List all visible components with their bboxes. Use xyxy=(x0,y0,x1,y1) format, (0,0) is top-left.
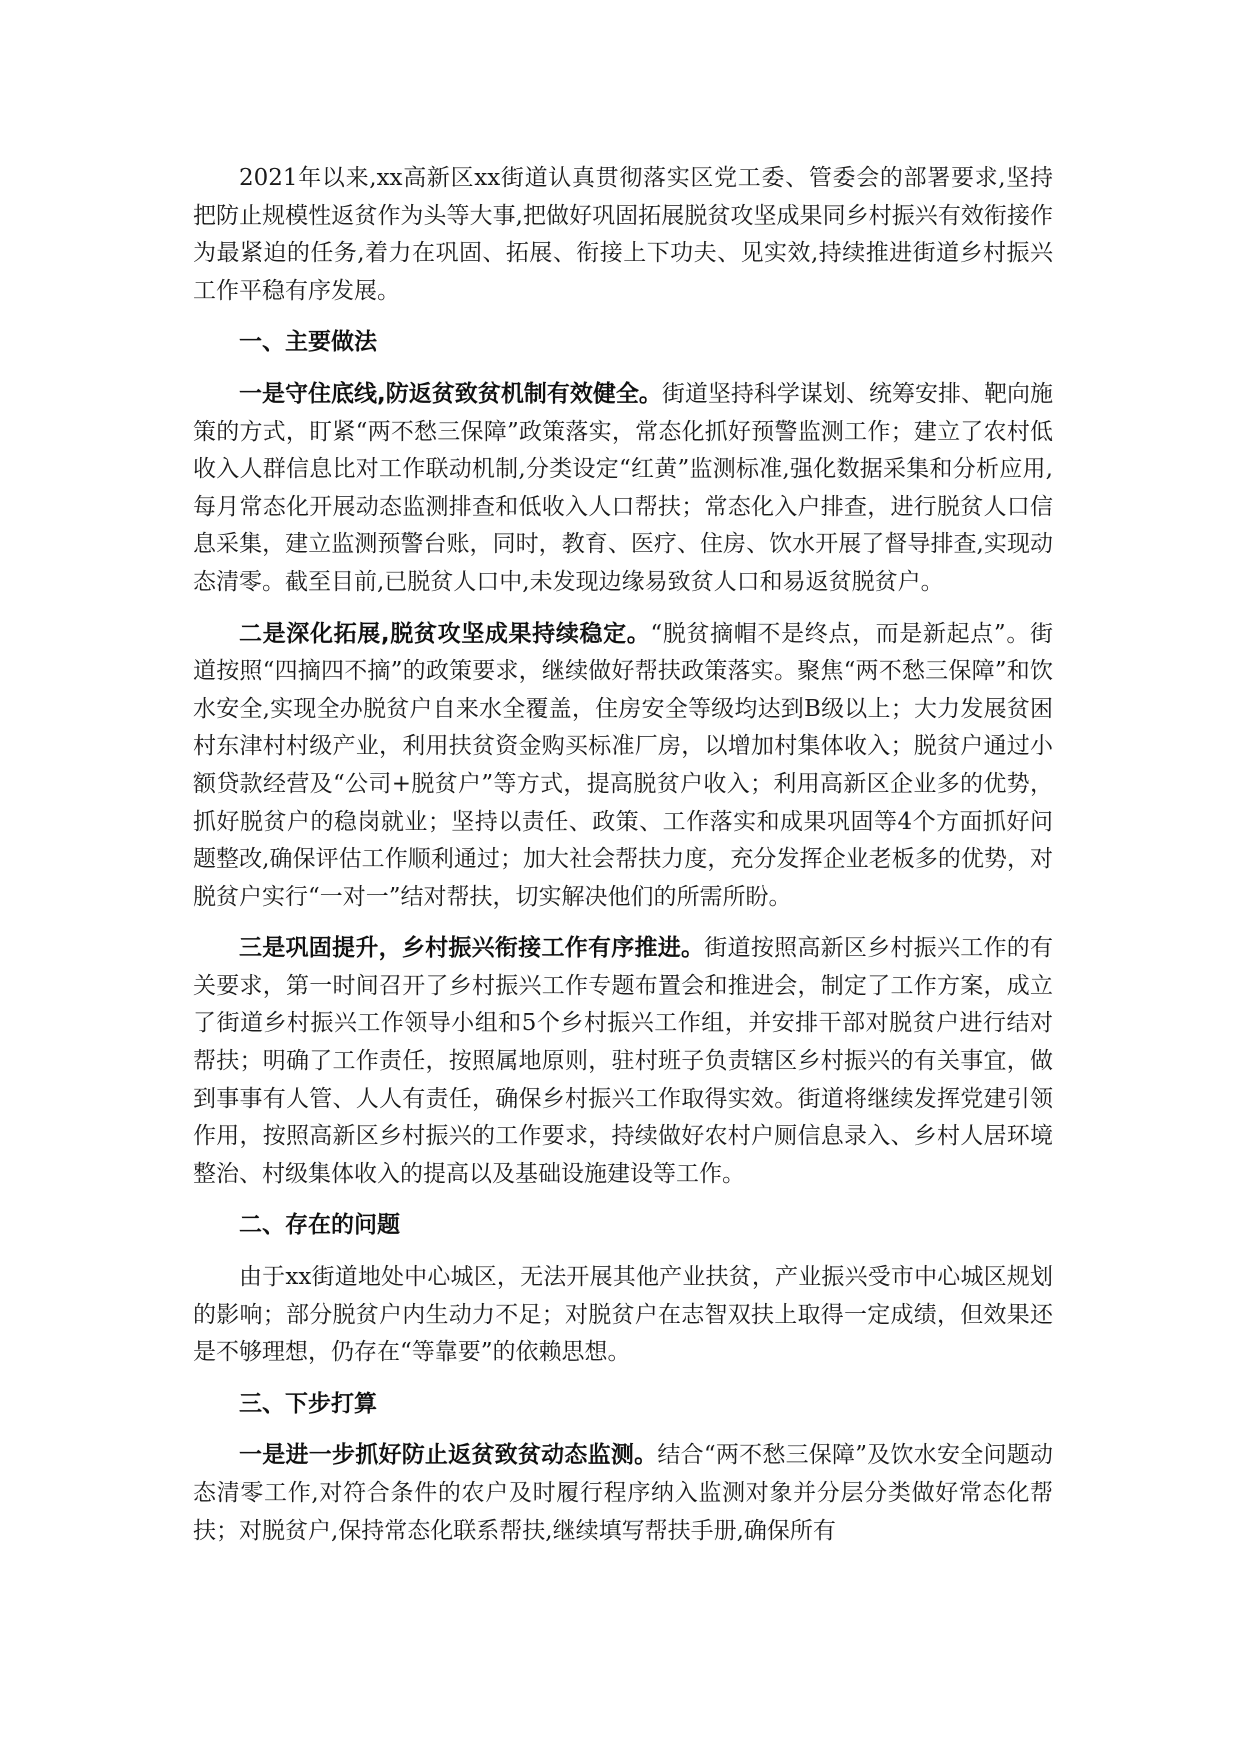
practice-1-lead: 一是守住底线,防返贫致贫机制有效健全。 xyxy=(239,380,662,407)
next-steps-paragraph-1 xyxy=(193,1437,1053,1550)
document-body xyxy=(193,160,1053,1564)
practice-3-text: 街道按照高新区乡村振兴工作的有关要求，第一时间召开了乡村振兴工作专题布置会和推进会，制定了工作方案，成立了街道乡村振兴工作领导小组和5个乡村振兴工作组，并安排干部对脱贫户进行结对帮扶；明确了工作责任，按照属地原则，驻村班子负责辖区乡村振兴的有关事宜，做到事事有人管、人人有责任，确保乡村振兴工作取得实效。街道将继续发挥党建引领作用，按照高新区乡村振兴的工作要求，持续做好农村户厕信息录入、乡村人居环境整治、村级集体收入的提高以及基础设施建设等工作。 xyxy=(193,935,1054,1187)
section-heading-problems: 二、存在的问题 xyxy=(239,1212,400,1239)
section-heading-next-steps: 三、下步打算 xyxy=(239,1390,377,1417)
practice-paragraph-2 xyxy=(193,616,1053,917)
practice-2-text: “脱贫摘帽不是终点，而是新起点”。街道按照“四摘四不摘”的政策要求，继续做好帮扶政策落实。聚焦“两不愁三保障”和饮水安全,实现全办脱贫户自来水全覆盖，住房安全等级均达到B级以上；大力发展贫困村东津村村级产业，利用扶贫资金购买标准厂房，以增加村集体收入；脱贫户通过小额贷款经营及“公司+脱贫户”等方式，提高脱贫户收入；利用高新区企业多的优势，抓好脱贫户的稳岗就业；坚持以责任、政策、工作落实和成果巩固等4个方面抓好问题整改,确保评估工作顺利通过；加大社会帮扶力度，充分发挥企业老板多的优势，对脱贫户实行“一对一”结对帮扶，切实解决他们的所需所盼。 xyxy=(193,620,1053,910)
next-steps-1-lead: 一是进一步抓好防止返贫致贫动态监测。 xyxy=(239,1442,658,1469)
practice-3-lead: 三是巩固提升，乡村振兴衔接工作有序推进。 xyxy=(239,935,705,962)
practice-paragraph-1 xyxy=(193,376,1053,602)
section-heading-main-practices: 一、主要做法 xyxy=(239,329,377,356)
problems-paragraph: 由于xx街道地处中心城区，无法开展其他产业扶贫，产业振兴受市中心城区规划的影响；部分脱贫户内生动力不足；对脱贫户在志智双扶上取得一定成绩，但效果还是不够理想，仍存在“等靠要”的依赖思想。 xyxy=(193,1264,1053,1366)
practice-1-text: 街道坚持科学谋划、统筹安排、靶向施策的方式，盯紧“两不愁三保障”政策落实，常态化抓好预警监测工作；建立了农村低收入人群信息比对工作联动机制,分类设定“红黄”监测标准,强化数据采集和分析应用,每月常态化开展动态监测排查和低收入人口帮扶；常态化入户排查，进行脱贫人口信息采集，建立监测预警台账，同时，教育、医疗、住房、饮水开展了督导排查,实现动态清零。截至目前,已脱贫人口中,未发现边缘易致贫人口和易返贫脱贫户。 xyxy=(193,380,1053,595)
next-steps-1-text: 结合“两不愁三保障”及饮水安全问题动态清零工作,对符合条件的农户及时履行程序纳入监测对象并分层分类做好常态化帮扶；对脱贫户,保持常态化联系帮扶,继续填写帮扶手册,确保所有 xyxy=(193,1442,1053,1544)
intro-paragraph: 2021年以来,xx高新区xx街道认真贯彻落实区党工委、管委会的部署要求,坚持把防止规模性返贫作为头等大事,把做好巩固拓展脱贫攻坚成果同乡村振兴有效衔接作为最紧迫的任务,着力在巩固、拓展、衔接上下功夫、见实效,持续推进街道乡村振兴工作平稳有序发展。 xyxy=(193,165,1053,304)
practice-paragraph-3 xyxy=(193,930,1053,1193)
practice-2-lead: 二是深化拓展,脱贫攻坚成果持续稳定。 xyxy=(239,620,651,647)
